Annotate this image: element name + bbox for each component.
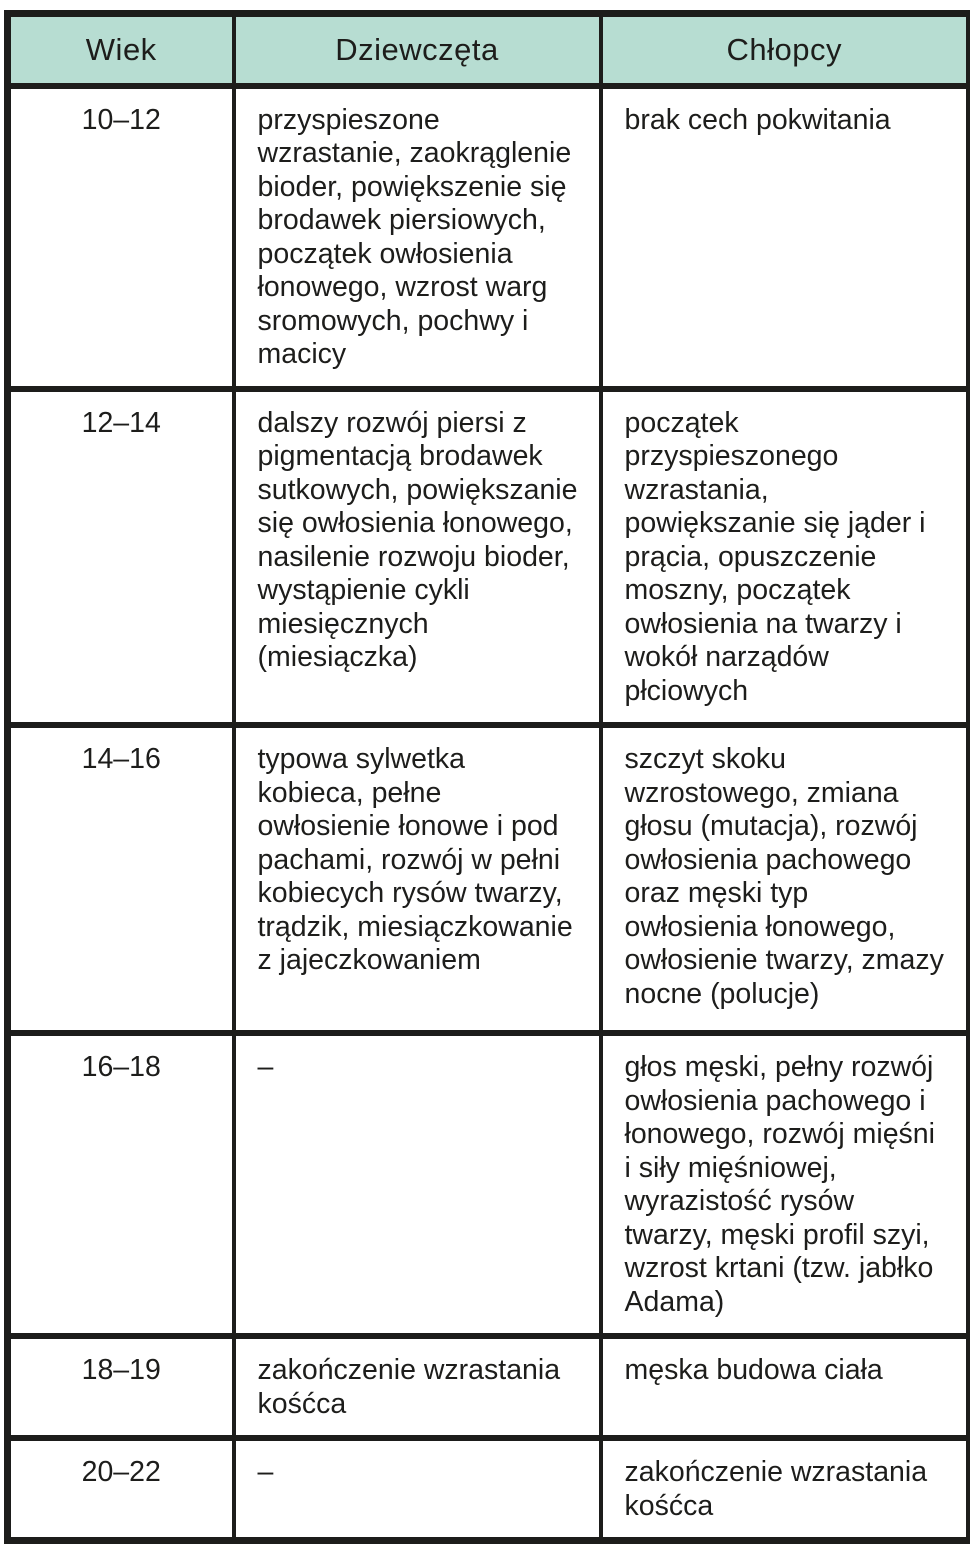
table-row bbox=[8, 1438, 970, 1541]
header-row bbox=[8, 14, 970, 86]
boys-cell: głos męski, pełny rozwój owłosienia pachowego i łonowego, rozwój mięśni i siły mięśniowej, wyrazistość rysów twarzy, męski profil szyi, wzrost krtani (tzw. jabłko Adama) bbox=[601, 1033, 970, 1336]
girls-cell: typowa sylwetka kobieca, pełne owłosienie łonowe i pod pachami, rozwój w pełni kobiecych rysów twarzy, trądzik, miesiączkowanie z jajeczkowaniem bbox=[234, 725, 601, 1033]
boys-cell: zakończenie wzrastania kośćca bbox=[601, 1438, 970, 1541]
table-row bbox=[8, 725, 970, 1033]
header-cell-girls: Dziewczęta bbox=[234, 14, 601, 86]
puberty-table bbox=[4, 10, 970, 1544]
table-body bbox=[8, 86, 970, 1541]
age-cell: 10–12 bbox=[8, 86, 234, 389]
table-row bbox=[8, 1336, 970, 1438]
age-cell: 16–18 bbox=[8, 1033, 234, 1336]
boys-cell: początek przyspieszonego wzrastania, powiększanie się jąder i prącia, opuszczenie moszny, początek owłosienia na twarzy i wokół narządów płciowych bbox=[601, 389, 970, 726]
age-cell: 12–14 bbox=[8, 389, 234, 726]
age-cell: 18–19 bbox=[8, 1336, 234, 1438]
table-row bbox=[8, 1033, 970, 1336]
boys-cell: szczyt skoku wzrostowego, zmiana głosu (mutacja), rozwój owłosienia pachowego oraz męski typ owłosienia łonowego, owłosienie twarzy, zmazy nocne (polucje) bbox=[601, 725, 970, 1033]
girls-cell: – bbox=[234, 1033, 601, 1336]
girls-cell: – bbox=[234, 1438, 601, 1541]
boys-cell: brak cech pokwitania bbox=[601, 86, 970, 389]
age-cell: 14–16 bbox=[8, 725, 234, 1033]
header-cell-boys: Chłopcy bbox=[601, 14, 970, 86]
age-cell: 20–22 bbox=[8, 1438, 234, 1541]
girls-cell: zakończenie wzrastania kośćca bbox=[234, 1336, 601, 1438]
boys-cell: męska budowa ciała bbox=[601, 1336, 970, 1438]
girls-cell: dalszy rozwój piersi z pigmentacją brodawek sutkowych, powiększanie się owłosienia łonowego, nasilenie rozwoju bioder, wystąpienie cykli miesięcznych (miesiączka) bbox=[234, 389, 601, 726]
table-row bbox=[8, 86, 970, 389]
table-row bbox=[8, 389, 970, 726]
header-cell-age: Wiek bbox=[8, 14, 234, 86]
table-header bbox=[8, 14, 970, 86]
girls-cell: przyspieszone wzrastanie, zaokrąglenie bioder, powiększenie się brodawek piersiowych, początek owłosienia łonowego, wzrost warg sromowych, pochwy i macicy bbox=[234, 86, 601, 389]
